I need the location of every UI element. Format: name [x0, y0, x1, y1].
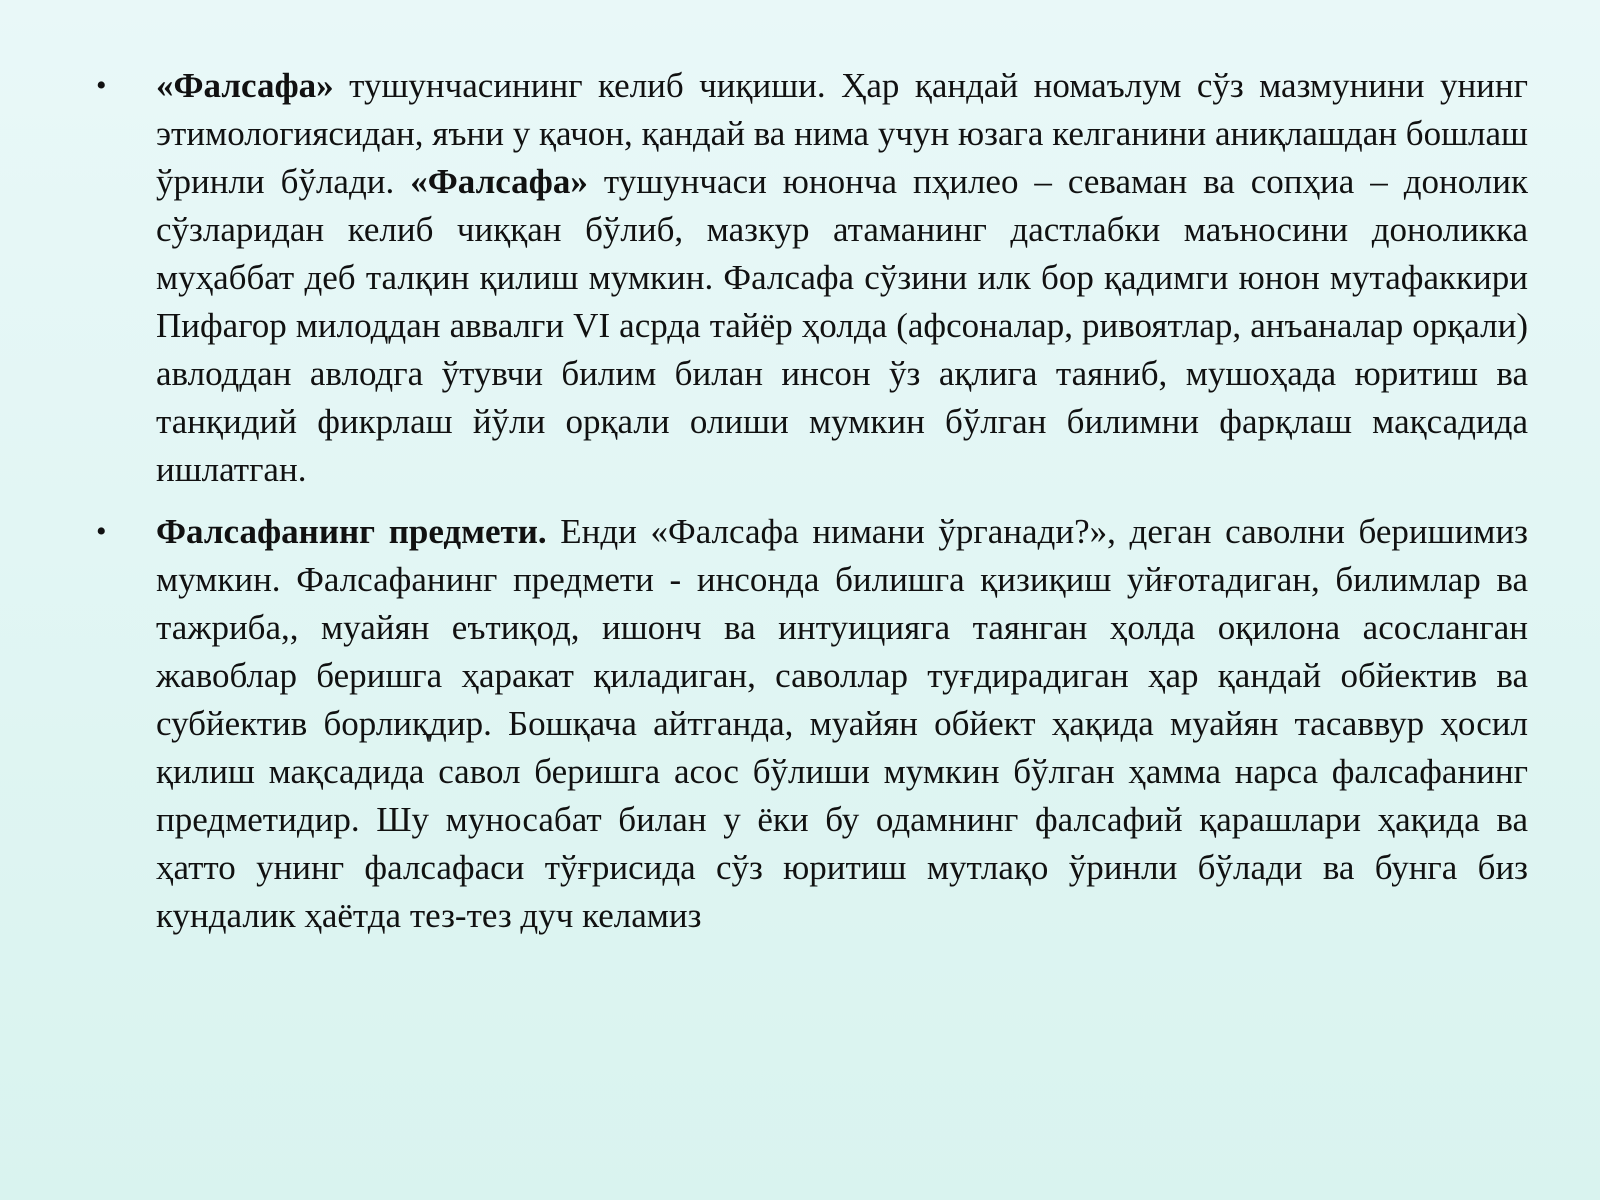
bullet-list — [0, 62, 1600, 940]
term-falsafa: «Фалсафа» — [156, 66, 334, 105]
bullet-dot-icon: • — [96, 515, 107, 548]
paragraph-text: тушунчаси юнонча пҳилео – севаман ва сопҳиа – донолик сўзларидан келиб чиққан бўлиб, мазкур атаманинг дастлабки маъносини доноликка муҳаббат деб талқин қилиш мумкин. Фалсафа сўзини илк бор қадимги юнон мутафаккири Пифагор милоддан аввалги VI асрда тайёр ҳолда (афсоналар, ривоятлар, анъаналар орқали) авлоддан авлодга ўтувчи билим билан инсон ўз ақлига таяниб, мушоҳада юритиш ва танқидий фикрлаш йўли орқали олиши мумкин бўлган билимни фарқлаш мақсадида ишлатган. — [156, 162, 1528, 489]
term-subject-heading: Фалсафанинг предмети. — [156, 512, 547, 551]
paragraph-text: Енди «Фалсафа нимани ўрганади?», деган саволни беришимиз мумкин. Фалсафанинг предмети - инсонда билишга қизиқиш уйғотадиган, билимлар ва тажриба,, муайян еътиқод, ишонч ва интуицияга таянган ҳолда оқилона асосланган жавоблар беришга ҳаракат қиладиган, саволлар туғдирадиган ҳар қандай обйектив ва субйектив борлиқдир. Бошқача айтганда, муайян обйект ҳақида муайян тасаввур ҳосил қилиш мақсадида савол беришга асос бўлиши мумкин бўлган ҳамма нарса фалсафанинг предметидир. Шу муносабат билан у ёки бу одамнинг фалсафий қарашлари ҳақида ва ҳатто унинг фалсафаси тўғрисида сўз юритиш мутлақо ўринли бўлади ва бунга биз кундалик ҳаётда тез-тез дуч келамиз — [156, 512, 1529, 935]
paragraph-subject — [156, 508, 1528, 940]
term-falsafa: «Фалсафа» — [410, 162, 588, 201]
bullet-item-etymology — [0, 62, 1600, 494]
paragraph-text: тушунчасининг келиб чиқиши. Ҳар қандай номаълум сўз мазмунини унинг этимологиясидан, яъни у қачон, қандай ва нима учун юзага келганини аниқлашдан бошлаш ўринли бўлади. — [156, 66, 1528, 201]
bullet-item-subject — [0, 508, 1600, 940]
bullet-dot-icon: • — [96, 69, 107, 102]
paragraph-etymology — [156, 62, 1528, 494]
